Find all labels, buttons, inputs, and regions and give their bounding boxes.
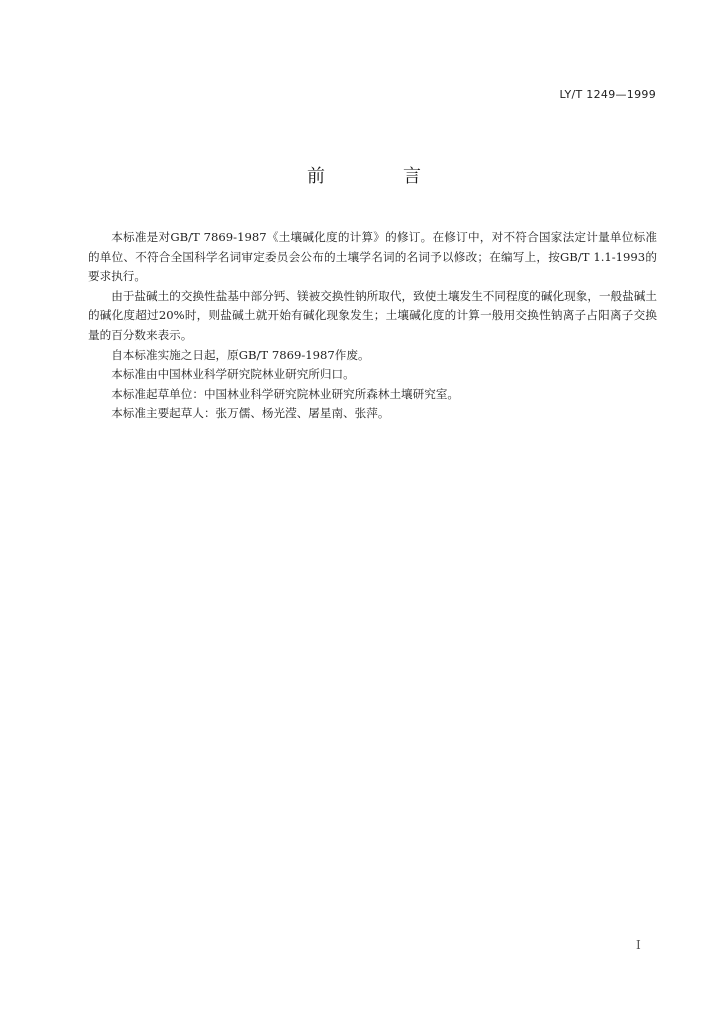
page-number: I <box>636 938 641 952</box>
paragraph-alkalization: 由于盐碱土的交换性盐基中部分钙、镁被交换性钠所取代，致使土壤发生不同程度的碱化现象，一般盐碱土的碱化度超过20%时，则盐碱土就开始有碱化现象发生；土壤碱化度的计算一般用交换性钠离子占阳离子交换量的百分数来表示。 <box>88 288 657 342</box>
paragraph-drafters: 本标准主要起草人：张万儒、杨光滢、屠星南、张萍。 <box>111 406 390 421</box>
foreword-body <box>88 228 657 424</box>
standard-code: LY/T 1249—1999 <box>559 88 656 101</box>
page-title: 前 言 <box>307 166 451 187</box>
paragraph-drafting-unit: 本标准起草单位：中国林业科学研究院林业研究所森林土壤研究室。 <box>111 386 460 401</box>
paragraph-revision: 本标准是对GB/T 7869-1987《土壤碱化度的计算》的修订。在修订中，对不符合国家法定计量单位标准的单位、不符合全国科学名词审定委员会公布的土壤学名词的名词予以修改；在编写上，按GB/T 1.1-1993的要求执行。 <box>88 230 657 284</box>
paragraph-responsible: 本标准由中国林业科学研究院林业研究所归口。 <box>111 367 355 382</box>
paragraph-supersede: 自本标准实施之日起，原GB/T 7869-1987作废。 <box>111 347 370 362</box>
